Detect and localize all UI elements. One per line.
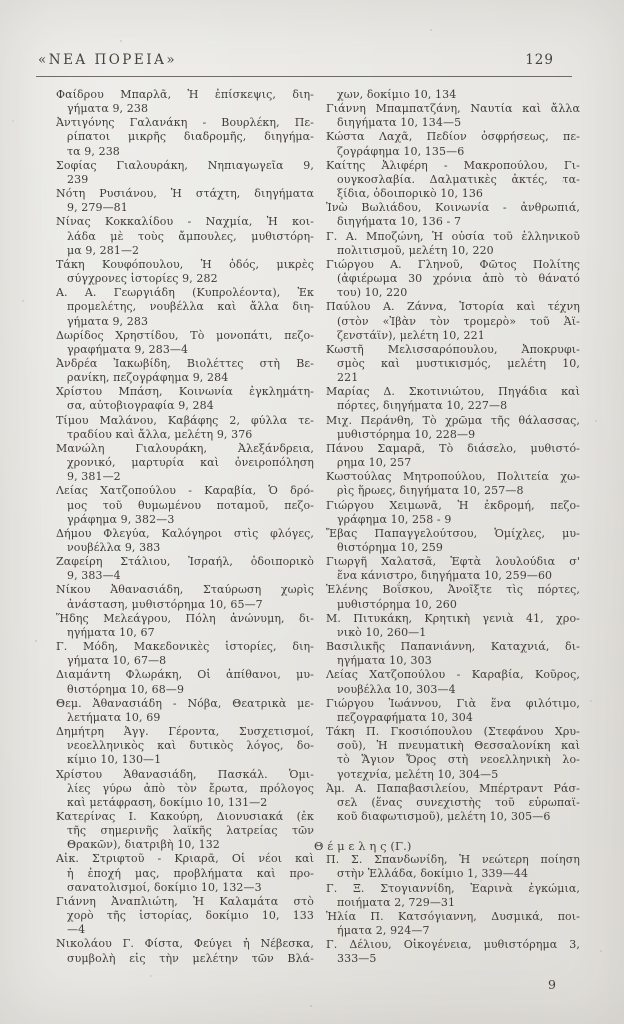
index-entry <box>56 768 314 810</box>
entry-line: χορὸ τῆς ἱστορίας, δοκίμιο 10, 133 <box>67 909 314 923</box>
index-entry <box>326 555 580 583</box>
entry-line: ζενστάϊν), μελέτη 10, 221 <box>337 328 485 342</box>
index-entry <box>326 499 580 527</box>
entry-line: Καίτης Ἀλιφέρη - Μακροπούλου, Γι- <box>326 158 580 172</box>
entry-line: τα 9, 238 <box>67 144 120 158</box>
entry-line: (στὸν «Ἰβὰν τὸν τρομερὸ» τοῦ Ἀϊ- <box>337 314 580 328</box>
entry-line: ἀνάσταση, μυθιστόρημα 10, 65—7 <box>67 597 263 611</box>
entry-line: συμβολὴ εἰς τὴν μελέτην τῶν Βλά- <box>67 951 314 965</box>
index-entry <box>326 102 580 130</box>
entry-line: κίμιο 10, 130—1 <box>67 753 162 767</box>
entry-line: σανατολισμοί, δοκίμιο 10, 132—3 <box>67 880 262 894</box>
index-entry <box>56 810 314 852</box>
entry-line: Δωρίδος Χρηστίδου, Τὸ μονοπάτι, πεζο- <box>56 328 314 342</box>
index-entry <box>326 442 580 470</box>
index-entry <box>56 612 314 640</box>
entry-line: Αἰκ. Στριφτοῦ - Κριαρᾶ, Οἱ νέοι καὶ <box>56 852 314 866</box>
index-entry <box>56 258 314 286</box>
entry-line: Φαίδρου Μπαρλᾶ, Ἡ ἐπίσκεψις, διη- <box>56 88 314 101</box>
header-rule <box>36 76 572 77</box>
index-entry <box>56 937 314 965</box>
index-entry <box>326 668 580 696</box>
index-entry <box>56 640 314 668</box>
entry-line: χρονικό, μαρτυρία καὶ ὀνειροπόληση <box>67 456 314 470</box>
entry-line: σελ (ἕνας συνεχιστὴς τοῦ εὐρωπαϊ- <box>337 795 580 809</box>
entry-line: Κώστα Λαχᾶ, Πεδίον ὀσφρήσεως, πε- <box>326 130 580 144</box>
entry-line: Γ. Ξ. Στογιαννίδη, Ἐαρινὰ ἐγκώμια, <box>326 881 580 895</box>
index-entry <box>56 329 314 357</box>
entry-line: Μ. Πιτυκάκη, Κρητικὴ γενιὰ 41, χρο- <box>326 611 580 625</box>
right-column <box>314 88 580 967</box>
entry-line: ρίπατοι μικρῆς διαδρομῆς, διηγήμα- <box>67 130 314 144</box>
index-entry <box>56 484 314 526</box>
entry-line: ρημα 10, 257 <box>337 456 412 470</box>
index-entry <box>56 159 314 187</box>
entry-line: χων, δοκίμιο 10, 134 <box>337 88 457 101</box>
entry-line: Ἀνδρέα Ἰακωβίδη, Βιολέττες στὴ Βε- <box>56 356 314 370</box>
entry-line: ήματα 2, 924—7 <box>337 924 430 938</box>
index-entry <box>56 385 314 413</box>
entry-line: Κωστῆ Μελισσαρόπουλου, Ἀποκρυφι- <box>326 342 580 356</box>
entry-line: πόρτες, διηγήματα 10, 227—8 <box>337 399 508 413</box>
entry-line: Λείας Χατζοπούλου - Καραβία, Κοῦρος, <box>326 668 580 682</box>
entry-line: νουβέλλα 10, 303—4 <box>337 682 456 696</box>
entry-line: γράφημα 10, 258 - 9 <box>337 512 452 526</box>
entry-line: Σοφίας Γιαλουράκη, Νηπιαγωγεῖα 9, <box>56 158 314 172</box>
index-entry <box>326 910 580 938</box>
index-entry <box>326 938 580 966</box>
entry-line: νικὸ 10, 260—1 <box>337 625 427 639</box>
entry-line: νεοελληνικὸς καὶ δυτικὸς λόγος, δο- <box>67 739 314 753</box>
entry-line: 9, 381—2 <box>67 470 121 484</box>
index-entry <box>326 697 580 725</box>
entry-line: γήματα 9, 238 <box>67 102 149 116</box>
entry-line: Ἔβας Παπαγγελούτσου, Ὁμίχλες, μυ- <box>326 526 580 540</box>
entry-line: μα 9, 281—2 <box>67 243 140 257</box>
entry-line: Θεμ. Ἀθανασιάδη - Νόβα, Θεατρικὰ με- <box>56 696 314 710</box>
scan-noise-speckles <box>0 0 2 2</box>
entry-line: Διαμάντη Φλωράκη, Οἱ ἀπίθανοι, μυ- <box>56 668 314 682</box>
entry-line: Χρίστου Μπάση, Κοινωνία ἐγκλημάτη- <box>56 385 314 399</box>
entry-line: 9, 383—4 <box>67 569 121 583</box>
index-entry <box>326 882 580 910</box>
entry-line: κοῦ διαφωτισμοῦ), μελέτη 10, 305—6 <box>337 809 551 823</box>
entry-line: Νίκου Ἀθανασιάδη, Σταύρωση χωρὶς <box>56 583 314 597</box>
entry-line: Γιώργου Ἰωάννου, Γιὰ ἕνα φιλότιμο, <box>326 696 580 710</box>
index-entry <box>326 88 580 102</box>
index-entry <box>56 286 314 328</box>
entry-line: θιστόρημα 10, 259 <box>337 541 443 554</box>
entry-line: ζογράφημα 10, 135—6 <box>337 144 465 158</box>
entry-line: Νικολάου Γ. Φίστα, Φεύγει ἡ Νέβεσκα, <box>56 937 314 951</box>
entry-line: Νότη Ρυσιάνου, Ἡ στάχτη, διηγήματα <box>56 187 314 201</box>
entry-line: ρανίκη, πεζογράφημα 9, 284 <box>67 371 229 385</box>
entry-line: Ἀμ. Α. Παπαβασιλείου, Μπέρτραντ Ράσ- <box>326 781 580 795</box>
entry-line: 333—5 <box>337 952 377 966</box>
entry-line: Παύλου Α. Ζάννα, Ἱστορία καὶ τέχνη <box>326 300 580 314</box>
index-entry <box>56 357 314 385</box>
entry-line: γοτεχνία, μελέτη 10, 304—5 <box>337 767 499 781</box>
index-entry <box>326 130 580 158</box>
index-entry <box>56 668 314 696</box>
entry-line: νουβέλλα 9, 383 <box>67 541 161 554</box>
entry-line: Δημήτρη Ἀγγ. Γέροντα, Συσχετισμοί, <box>56 725 314 739</box>
entry-line: Βασιλικῆς Παπανιάννη, Καταχνιά, δι- <box>326 640 580 654</box>
left-column <box>56 88 314 967</box>
entry-line: Π. Σ. Σπανδωνίδη, Ἡ νεώτερη ποίηση <box>326 853 580 867</box>
entry-line: Γιώργου Χειμωνᾶ, Ἡ ἐκδρομή, πεζο- <box>326 498 580 512</box>
entry-line: Ζαφείρη Στάλιου, Ἰσραήλ, ὁδοιπορικὸ <box>56 555 314 569</box>
entry-line: γράφημα 9, 382—3 <box>67 512 175 526</box>
entry-line: ηγήματα 10, 67 <box>67 625 155 639</box>
entry-line: Γιάννη Ἀναπλιώτη, Ἡ Καλαμάτα στὸ <box>56 894 314 908</box>
entry-line: ἕνα κάνιστρο, διηγήματα 10, 259—60 <box>337 569 553 583</box>
index-entry <box>326 385 580 413</box>
entry-line: Μαρίας Δ. Σκοτινιώτου, Πηγάδια καὶ <box>326 385 580 399</box>
index-entry <box>56 725 314 767</box>
entry-line: προμελέτης, νουβέλλα καὶ ἄλλα διη- <box>67 300 314 314</box>
entry-line: θιστόρημα 10, 68—9 <box>67 682 185 696</box>
index-entry <box>56 527 314 555</box>
entry-line: λετήματα 10, 69 <box>67 710 161 724</box>
page-number: 129 <box>525 52 554 68</box>
index-entry <box>326 159 580 201</box>
entry-line: Γ. Μόδη, Μακεδονικὲς ἱστορίες, διη- <box>56 640 314 654</box>
entry-line: Γ. Α. Μποζώνη, Ἡ οὐσία τοῦ ἑλληνικοῦ <box>326 229 580 243</box>
entry-line: ηγήματα 10, 303 <box>337 654 432 668</box>
entry-line: Γ. Δέλιου, Οἰκογένεια, μυθιστόρημα 3, <box>326 938 580 952</box>
index-entry <box>326 640 580 668</box>
author-section-heading <box>314 839 580 853</box>
entry-line: 221 <box>337 371 359 385</box>
index-entry <box>326 258 580 300</box>
index-entry <box>326 612 580 640</box>
entry-line: λίες γύρω ἀπὸ τὸν ἔρωτα, πρόλογος <box>67 781 314 795</box>
index-columns <box>56 88 580 967</box>
index-entry <box>56 555 314 583</box>
index-entry <box>56 187 314 215</box>
entry-line: Λείας Χατζοπούλου - Καραβία, Ὁ δρό- <box>56 484 314 498</box>
entry-line: Θ έ μ ε λ η ς (Γ.) <box>314 839 412 854</box>
entry-line: Τίμου Μαλάνου, Καβάφης 2, φύλλα τε- <box>56 413 314 427</box>
entry-line: Ἥδης Μελεάγρου, Πόλη ἀνώνυμη, δι- <box>56 611 314 625</box>
index-entry <box>56 583 314 611</box>
entry-line: —4 <box>67 923 86 937</box>
index-entry <box>326 527 580 555</box>
entry-line: Τάκη Π. Γκοσιόπουλου (Στεφάνου Χρυ- <box>326 725 580 739</box>
index-entry <box>326 853 580 881</box>
entry-line: Θρακῶν), διατριβὴ 10, 132 <box>67 838 220 852</box>
index-entry <box>56 215 314 257</box>
entry-line: Α. Α. Γεωργιάδη (Κυπρολέοντα), Ἐκ <box>56 286 314 300</box>
entry-line: Τάκη Κουφόπουλου, Ἡ ὁδός, μικρὲς <box>56 257 314 271</box>
entry-line: Ἑλένης Βοΐσκου, Ἀνοῖξτε τὶς πόρτες, <box>326 583 580 597</box>
entry-line: πολιτισμοῦ, μελέτη 10, 220 <box>337 243 494 257</box>
entry-line: πεζογραφήματα 10, 304 <box>337 710 473 724</box>
entry-line: σμὸς καὶ μυστικισμός, μελέτη 10, <box>337 356 580 370</box>
entry-line: Χρίστου Ἀθανασιάδη, Πασκάλ. Ὁμι- <box>56 767 314 781</box>
entry-line: ἡ ἐποχή μας, προβλήματα καὶ προ- <box>67 866 314 880</box>
entry-line: 239 <box>67 172 89 186</box>
entry-line: γήματα 10, 67—8 <box>67 654 167 668</box>
entry-line: Νίνας Κοκκαλίδου - Ναχμία, Ἡ κοι- <box>56 215 314 229</box>
entry-line: Γιάννη Μπαμπατζάνη, Ναυτία καὶ ἄλλα <box>326 102 580 116</box>
entry-line: τραδίου καὶ ἄλλα, μελέτη 9, 376 <box>67 427 253 441</box>
entry-line: Μανώλη Γιαλουράκη, Ἀλεξάνδρεια, <box>56 441 314 455</box>
entry-line: του) 10, 220 <box>337 286 408 300</box>
entry-line: γήματα 9, 283 <box>67 314 149 328</box>
entry-line: διηγήματα 10, 134—5 <box>337 116 462 130</box>
entry-line: Γιώργου Α. Γληνοῦ, Φῶτος Πολίτης <box>326 257 580 271</box>
entry-line: μυθιστόρημα 10, 228—9 <box>337 427 476 441</box>
signature-number: 9 <box>548 977 556 992</box>
entry-line: μος τοῦ θυμωμένου ποταμοῦ, πεζο- <box>67 498 314 512</box>
entry-line: (ἀφιέρωμα 30 χρόνια ἀπὸ τὸ θάνατό <box>337 272 580 286</box>
index-entry <box>326 300 580 342</box>
entry-line: Δήμου Φλεγύα, Καλόγηροι στὶς φλόγες, <box>56 526 314 540</box>
index-entry <box>326 230 580 258</box>
entry-line: μυθιστόρημα 10, 260 <box>337 597 458 611</box>
entry-line: Κωστούλας Μητροπούλου, Πολιτεία χω- <box>326 470 580 484</box>
entry-line: 9, 279—81 <box>67 201 128 215</box>
index-entry <box>56 852 314 894</box>
entry-line: Ἀντιγόνης Γαλανάκη - Βουρλέκη, Πε- <box>56 116 314 130</box>
entry-line: τῆς σημερινῆς λαϊκῆς λατρείας τῶν <box>67 824 314 838</box>
entry-line: Ἰνὼ Βωλιάδου, Κοινωνία - ἀνθρωπιά, <box>326 201 580 215</box>
entry-line: λάδα μὲ τοὺς ἄμπουλες, μυθιστόρη- <box>67 229 314 243</box>
entry-line: Γιωργῆ Χαλατσᾶ, Ἑφτὰ λουλούδια σ' <box>326 555 580 569</box>
index-entry <box>326 201 580 229</box>
entry-line: ποιήματα 2, 729—31 <box>337 895 456 909</box>
entry-line: διηγήματα 10, 136 - 7 <box>337 215 462 229</box>
journal-title: «ΝΕΑ ΠΟΡΕΙΑ» <box>38 52 178 68</box>
entry-line: Μιχ. Περάνθη, Τὸ χρῶμα τῆς θάλασσας, <box>326 413 580 427</box>
index-entry <box>56 414 314 442</box>
index-entry <box>56 895 314 937</box>
index-entry <box>56 442 314 484</box>
entry-line: ουγκοσλαβία. Δαλματικὲς ἀκτές, τα- <box>337 172 580 186</box>
entry-line: ξίδια, ὁδοιπορικὸ 10, 136 <box>337 187 484 201</box>
entry-line: σύγχρονες ἱστορίες 9, 282 <box>67 272 218 286</box>
index-entry <box>326 414 580 442</box>
index-entry <box>326 583 580 611</box>
index-entry <box>326 725 580 782</box>
index-entry <box>326 782 580 824</box>
entry-line: ρὶς ἥρωες, διηγήματα 10, 257—8 <box>337 484 524 498</box>
entry-line: σα, αὐτοβιογραφία 9, 284 <box>67 399 214 413</box>
entry-line: Κατερίνας Ι. Κακούρη, Διονυσιακά (ἐκ <box>56 809 314 823</box>
entry-line: καὶ μετάφραση, δοκίμιο 10, 131—2 <box>67 795 268 809</box>
index-entry <box>326 343 580 385</box>
entry-line: τὸ Ἅγιον Ὄρος στὴ νεοελληνικὴ λο- <box>337 753 580 767</box>
entry-line: στὴν Ἑλλάδα, δοκίμιο 1, 339—44 <box>337 867 529 881</box>
entry-line: Ἠλία Π. Κατσόγιαννη, Δυσμικά, ποι- <box>326 909 580 923</box>
index-entry <box>56 697 314 725</box>
entry-line: γραφήματα 9, 283—4 <box>67 342 189 356</box>
entry-line: σοῦ), Ἡ πνευματικὴ Θεσσαλονίκη καὶ <box>337 739 580 753</box>
index-entry <box>326 470 580 498</box>
page-header <box>38 52 554 68</box>
index-entry <box>56 88 314 116</box>
index-entry <box>56 116 314 158</box>
entry-line: Πάνου Σαμαρᾶ, Τὸ διάσελο, μυθιστό- <box>326 441 580 455</box>
